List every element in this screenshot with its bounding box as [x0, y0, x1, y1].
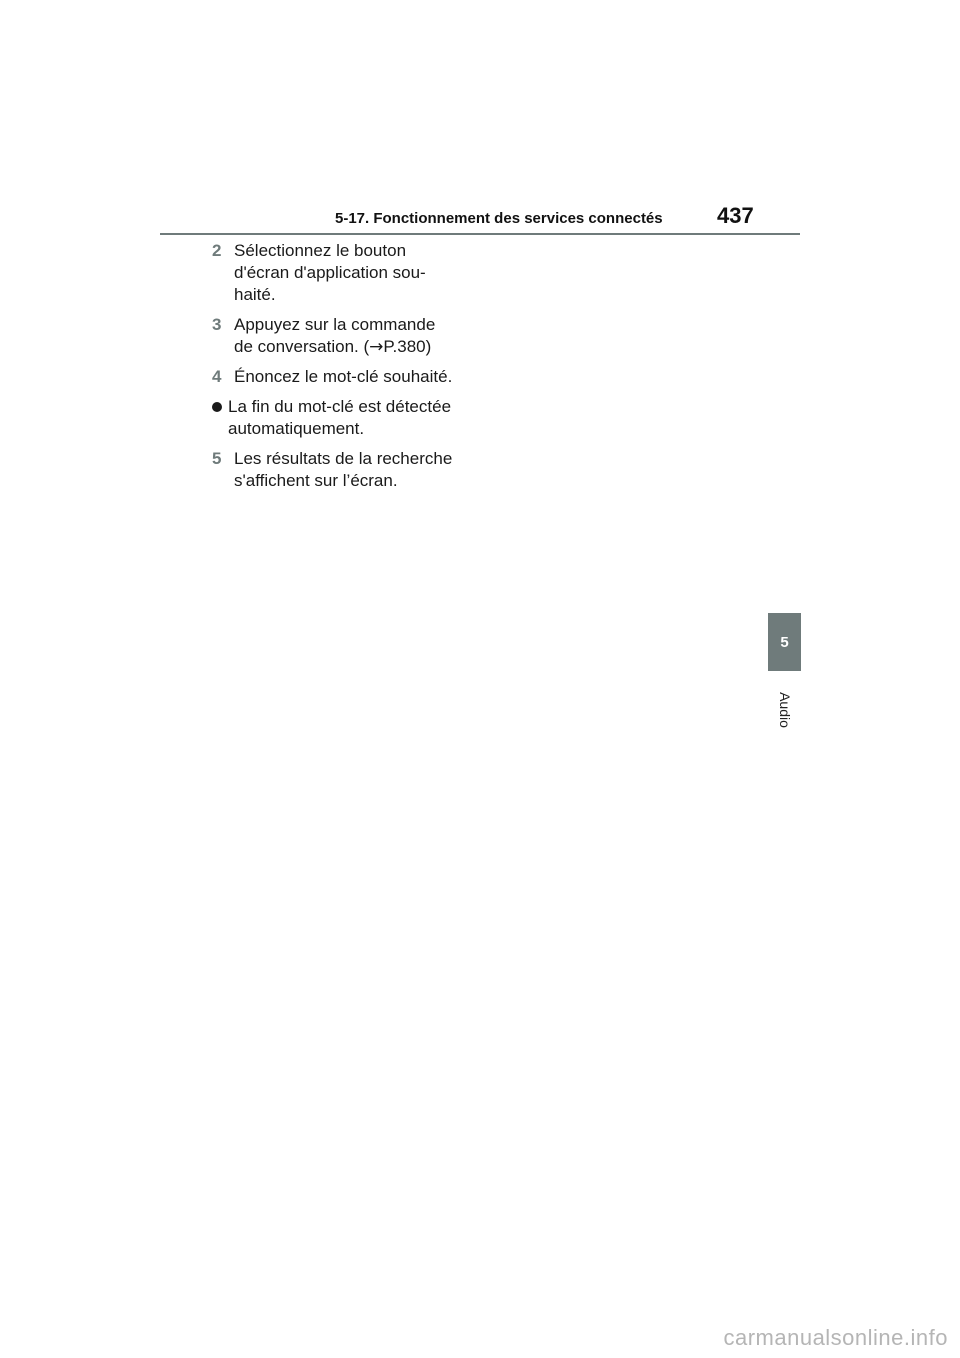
page-header	[160, 200, 800, 236]
step-text: Appuyez sur la commande de conversation. (	[234, 315, 436, 356]
step-4	[208, 366, 478, 388]
header-rule	[160, 233, 800, 235]
step-text: Énoncez le mot-clé souhaité.	[234, 367, 453, 386]
chapter-label-text: Audio	[776, 692, 793, 728]
step-text-end: )	[425, 337, 432, 356]
bullet-note	[208, 396, 478, 440]
section-title: 5-17. Fonctionnement des services connectés	[335, 210, 663, 227]
arrow-right-icon: →	[369, 337, 384, 357]
page-number: 437	[717, 203, 754, 228]
step-text: Les résultats de la recherche s'affichent sur l’écran.	[234, 449, 453, 490]
chapter-number: 5	[780, 633, 789, 651]
instructions	[208, 240, 478, 500]
step-2	[208, 240, 478, 306]
bullet-text: La fin du mot-clé est détectée automatiquement.	[228, 397, 452, 438]
step-text: Sélectionnez le bouton d'écran d'application sou- haité.	[234, 241, 426, 304]
watermark: carmanualsonline.info	[723, 1325, 948, 1350]
page-reference-link[interactable]: P.380	[383, 337, 426, 356]
chapter-tab	[768, 613, 801, 671]
step-number: 4	[212, 367, 222, 386]
bullet-dot-icon	[212, 402, 222, 412]
step-number: 3	[212, 315, 222, 334]
step-number: 5	[212, 449, 222, 468]
step-3	[208, 314, 478, 358]
step-5	[208, 448, 478, 492]
step-number: 2	[212, 241, 222, 260]
chapter-label	[768, 680, 801, 740]
